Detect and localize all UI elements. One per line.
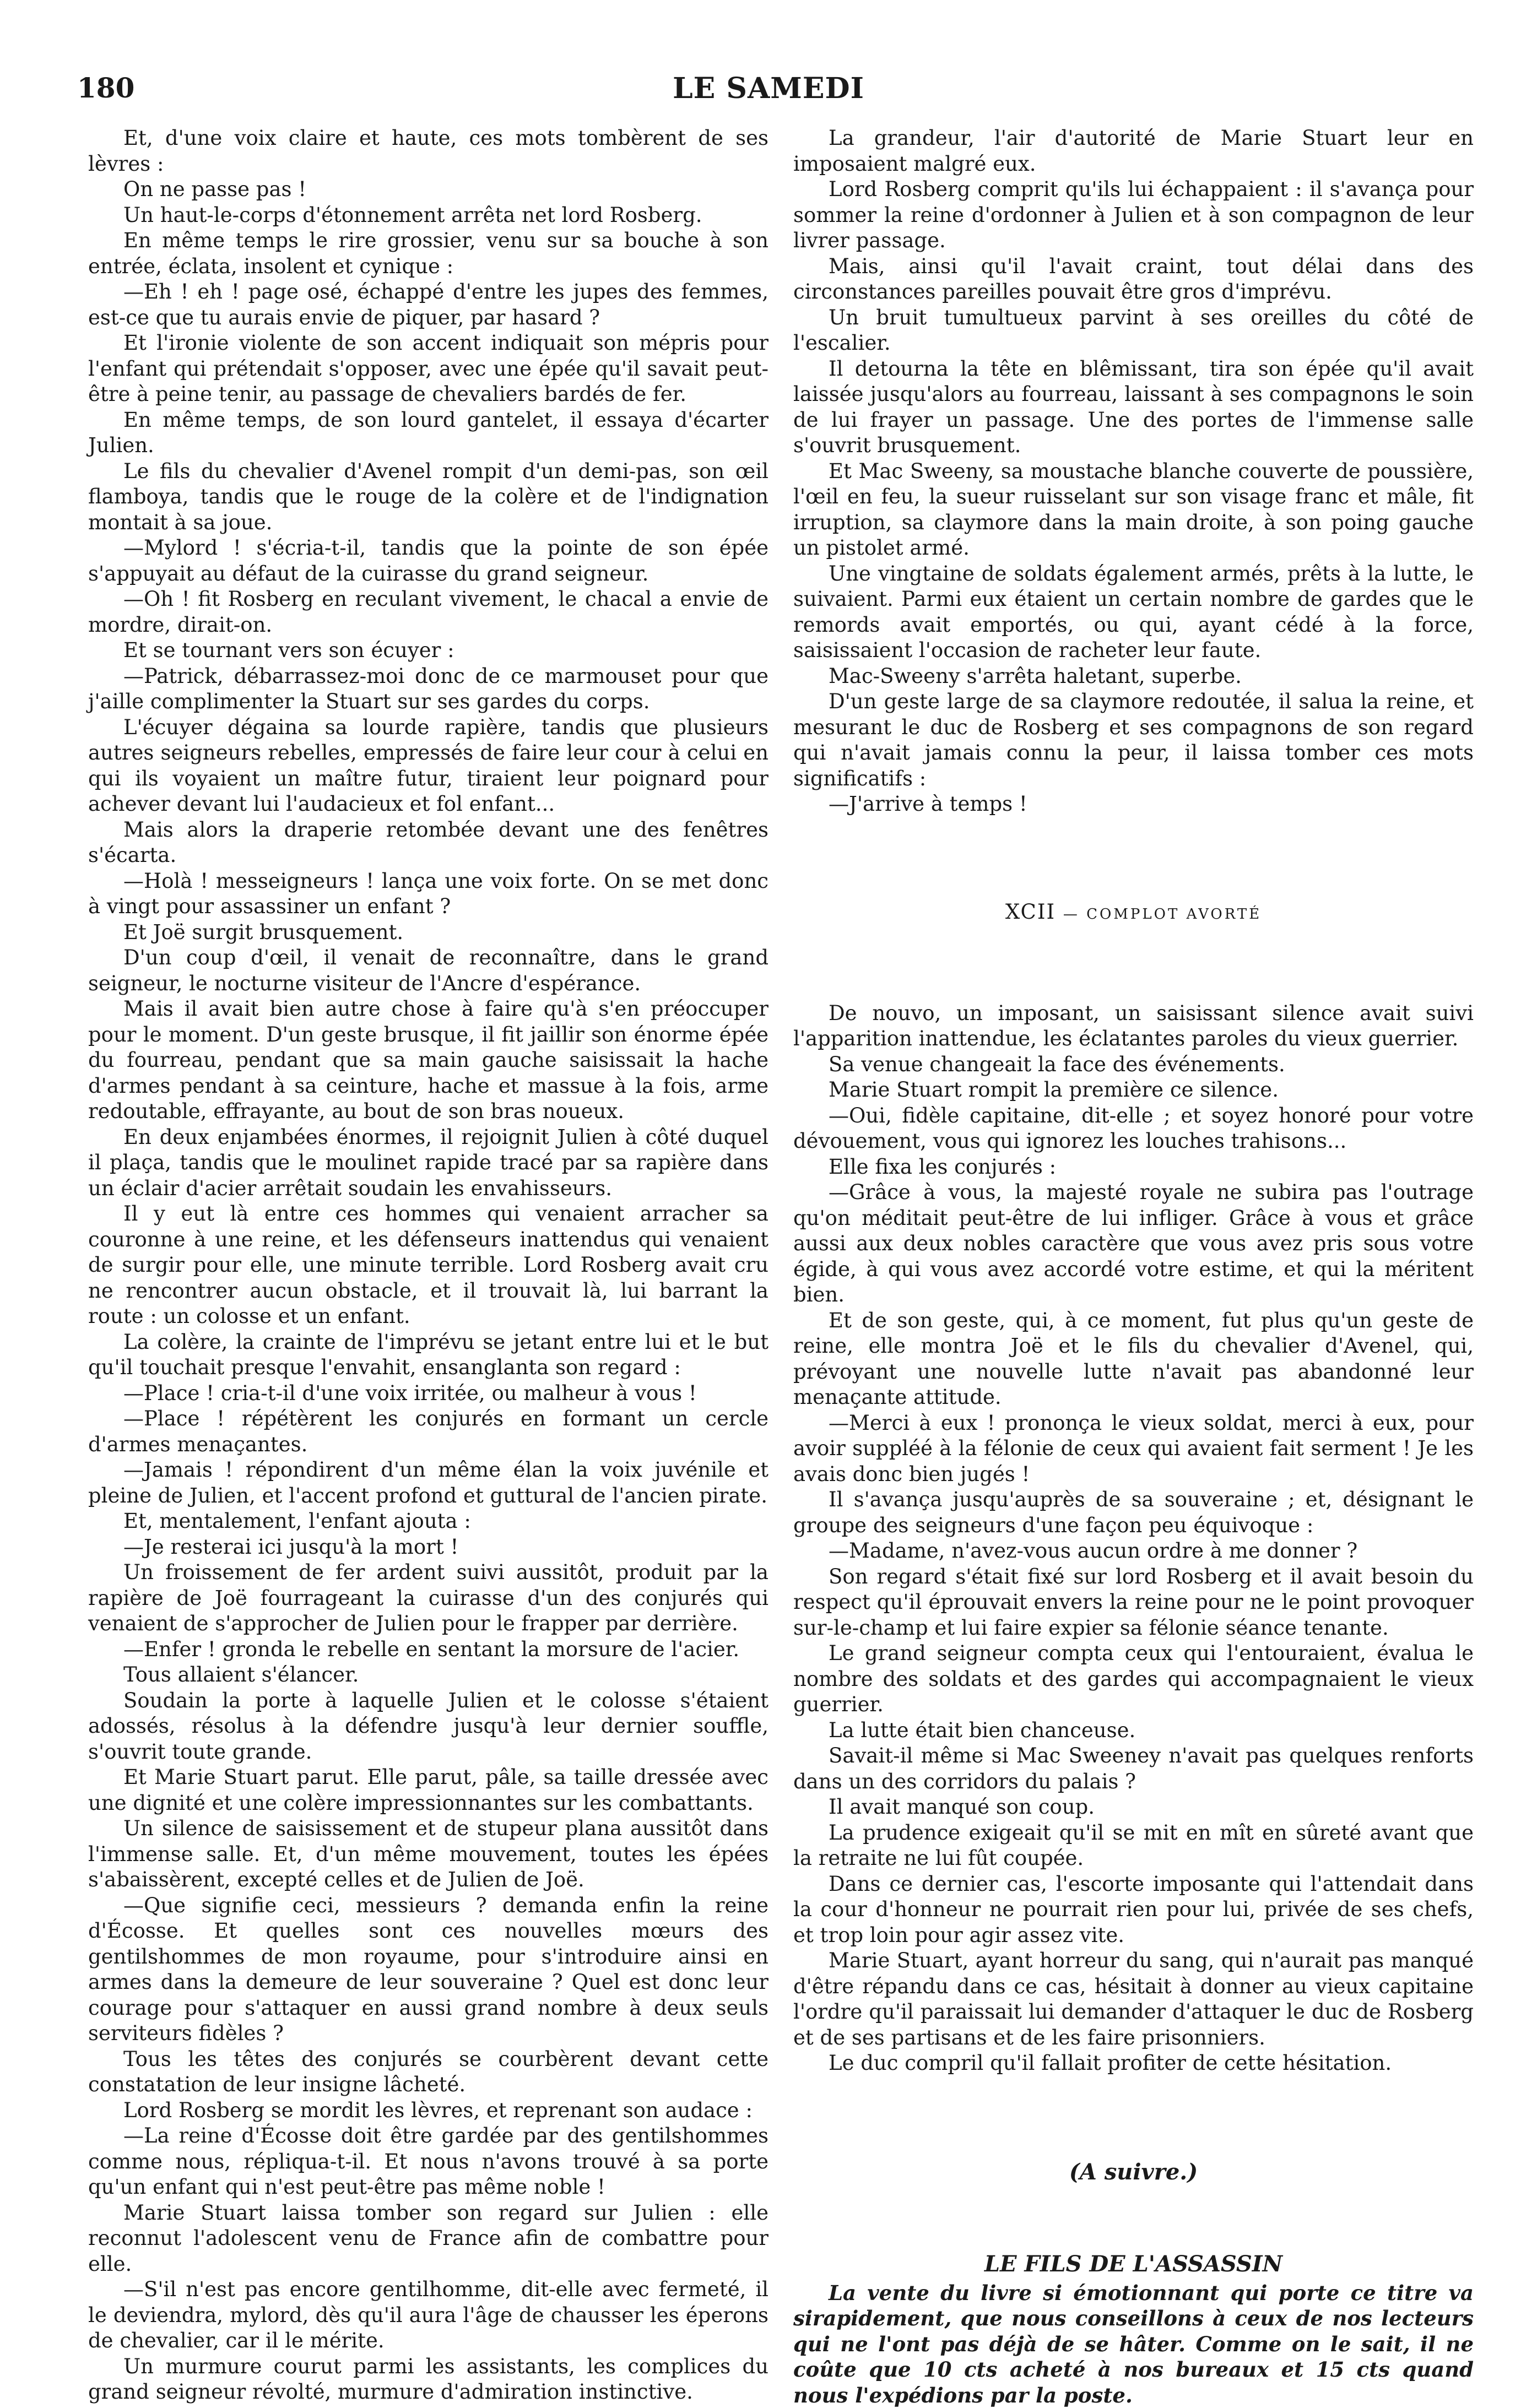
paragraph: Savait-il même si Mac Sweeney n'avait pas quelques renforts dans un des corridors du palais ? — [793, 1743, 1474, 1794]
paragraph: Marie Stuart laissa tomber son regard sur Julien : elle reconnut l'adolescent venu de France afin de combattre pour elle. — [88, 2200, 768, 2277]
paragraph: —Holà ! messeigneurs ! lança une voix forte. On se met donc à vingt pour assassiner un enfant ? — [88, 869, 768, 920]
journal-title: LE SAMEDI — [0, 72, 1537, 105]
paragraph: Un bruit tumultueux parvint à ses oreilles du côté de l'escalier. — [793, 305, 1474, 356]
paragraph: Dans ce dernier cas, l'escorte imposante qui l'attendait dans la cour d'honneur ne pourrait rien pour lui, privée de ses chefs, et trop loin pour agir assez vite. — [793, 1872, 1474, 1949]
paragraph: Mac-Sweeny s'arrêta haletant, superbe. — [793, 664, 1474, 690]
paragraph: Et Marie Stuart parut. Elle parut, pâle, sa taille dressée avec une dignité et une colère impressionnantes sur les combattants. — [88, 1765, 768, 1816]
right-column — [793, 126, 1474, 2263]
paragraph: Le fils du chevalier d'Avenel rompit d'un demi-pas, son œil flamboya, tandis que le rouge de la colère et de l'indignation montait à sa joue. — [88, 459, 768, 536]
paragraph: On ne passe pas ! — [88, 177, 768, 203]
paragraph: Il y eut là entre ces hommes qui venaient arracher sa couronne à une reine, et les défenseurs inattendus qui venaient de surgir pour elle, une minute terrible. Lord Rosberg avait cru ne rencontrer aucun obstacle, et il trouvait là, lui barrant la route : un colosse et un enfant. — [88, 1201, 768, 1330]
paragraph: Un froissement de fer ardent suivi aussitôt, produit par la rapière de Joë fourrageant la cuirasse d'un des conjurés qui venaient de s'approcher de Julien pour le frapper par derrière. — [88, 1560, 768, 1637]
paragraph: Marie Stuart rompit la première ce silence. — [793, 1077, 1474, 1103]
left-column — [88, 126, 768, 2263]
paragraph: La prudence exigeait qu'il se mit en mît en sûreté avant que la retraite ne lui fût coupée. — [793, 1820, 1474, 1872]
paragraph: —Grâce à vous, la majesté royale ne subira pas l'outrage qu'on méditait peut-être de lui infliger. Grâce à vous et grâce aussi aux deux nobles caractère que vous avez pris sous votre égide, à qui vous avez accordé votre estime, et qui la méritent bien. — [793, 1180, 1474, 1308]
to-be-continued: (A suivre.) — [793, 2159, 1474, 2185]
paragraph: —Mylord ! s'écria-t-il, tandis que la pointe de son épée s'appuyait au défaut de la cuirasse du grand seigneur. — [88, 535, 768, 587]
paragraph: Soudain la porte à laquelle Julien et le colosse s'étaient adossés, résolus à la défendre jusqu'à leur dernier souffle, s'ouvrit toute grande. — [88, 1688, 768, 1765]
paragraph: —Merci à eux ! prononça le vieux soldat, merci à eux, pour avoir suppléé à la félonie de ceux qui avaient fait serment ! Je les avais donc bien jugés ! — [793, 1411, 1474, 1488]
paragraph: Il detourna la tête en blêmissant, tira son épée qu'il avait laissée jusqu'alors au fourreau, laissant à ses compagnons le soin de lui frayer un passage. Une des portes de l'immense salle s'ouvrit brusquement. — [793, 356, 1474, 459]
paragraph: —La reine d'Écosse doit être gardée par des gentilshommes comme nous, répliqua-t-il. Et nous n'avons trouvé à sa porte qu'un enfant qui n'est peut-être pas même noble ! — [88, 2123, 768, 2200]
paragraph: Il s'avança jusqu'auprès de sa souveraine ; et, désignant le groupe des seigneurs d'une façon peu équivoque : — [793, 1487, 1474, 1538]
paragraph: Et se tournant vers son écuyer : — [88, 638, 768, 664]
paragraph: Elle fixa les conjurés : — [793, 1154, 1474, 1180]
paragraph: De nouvo, un imposant, un saisissant silence avait suivi l'apparition inattendue, les éclatantes paroles du vieux guerrier. — [793, 1001, 1474, 1052]
right-column-bottom — [793, 1001, 1474, 2076]
paragraph: La colère, la crainte de l'imprévu se jetant entre lui et le but qu'il touchait presque l'envahit, ensanglanta son regard : — [88, 1330, 768, 1381]
advert-text: La vente du livre si émotionnant qui porte ce titre va sirapidement, que nous conseillons à ceux de nos lecteurs qui ne l'ont pas déjà de se hâter. Comme on le sait, il ne coûte que 10 cts acheté à nos bureaux et 15 cts quand nous l'expédions par la poste. — [793, 2280, 1474, 2408]
advert-title: LE FILS DE L'ASSASSIN — [793, 2251, 1474, 2277]
paragraph: —Que signifie ceci, messieurs ? demanda enfin la reine d'Écosse. Et quelles sont ces nouvelles mœurs des gentilshommes de mon royaume, pour s'introduire ainsi en armes dans la demeure de leur souveraine ? Quel est donc leur courage pour s'attaquer en aussi grand nombre à deux seuls serviteurs fidèles ? — [88, 1893, 768, 2047]
paragraph: Et l'ironie violente de son accent indiquait son mépris pour l'enfant qui prétendait s'opposer, avec une épée qu'il savait peut-être à peine tenir, au passage de chevaliers bardés de fer. — [88, 330, 768, 408]
paragraph: —Patrick, débarrassez-moi donc de ce marmouset pour que j'aille complimenter la Stuart sur ses gardes du corps. — [88, 664, 768, 715]
paragraph: Mais, ainsi qu'il l'avait craint, tout délai dans des circonstances pareilles pouvait être gros d'imprévu. — [793, 254, 1474, 305]
paragraph: —Madame, n'avez-vous aucun ordre à me donner ? — [793, 1538, 1474, 1564]
paragraph: Tous allaient s'élancer. — [88, 1662, 768, 1688]
paragraph: —J'arrive à temps ! — [793, 791, 1474, 817]
paragraph: —Oh ! fit Rosberg en reculant vivement, le chacal a envie de mordre, dirait-on. — [88, 587, 768, 638]
paragraph: En même temps, de son lourd gantelet, il essaya d'écarter Julien. — [88, 408, 768, 459]
paragraph: —Je resterai ici jusqu'à la mort ! — [88, 1534, 768, 1560]
paragraph: Il avait manqué son coup. — [793, 1794, 1474, 1820]
paragraph: —Place ! cria-t-il d'une voix irritée, ou malheur à vous ! — [88, 1381, 768, 1407]
paragraph: Tous les têtes des conjurés se courbèrent devant cette constatation de leur insigne lâcheté. — [88, 2047, 768, 2098]
paragraph: —S'il n'est pas encore gentilhomme, dit-elle avec fermeté, il le deviendra, mylord, dès qu'il aura l'âge de chausser les éperons de chevalier, car il le mérite. — [88, 2277, 768, 2354]
chapter-heading — [793, 900, 1474, 924]
paragraph: —Eh ! eh ! page osé, échappé d'entre les jupes des femmes, est-ce que tu aurais envie de piquer, par hasard ? — [88, 279, 768, 330]
paragraph: Marie Stuart, ayant horreur du sang, qui n'aurait pas manqué d'être répandu dans ce cas, hésitait à donner au vieux capitaine l'ordre qu'il paraissait lui demander d'attaquer le duc de Rosberg et de ses partisans et de les faire prisonniers. — [793, 1948, 1474, 2051]
chapter-number: XCII — [1005, 900, 1056, 924]
paragraph: Et, mentalement, l'enfant ajouta : — [88, 1509, 768, 1534]
paragraph: Mais alors la draperie retombée devant une des fenêtres s'écarta. — [88, 817, 768, 869]
paragraph: Le duc compril qu'il fallait profiter de cette hésitation. — [793, 2051, 1474, 2076]
paragraph: La grandeur, l'air d'autorité de Marie Stuart leur en imposaient malgré eux. — [793, 126, 1474, 177]
paragraph: Lord Rosberg comprit qu'ils lui échappaient : il s'avança pour sommer la reine d'ordonner à Julien et à son compagnon de leur livrer passage. — [793, 177, 1474, 254]
paragraph: Le grand seigneur compta ceux qui l'entouraient, évalua le nombre des soldats et des gardes qui accompagnaient le vieux guerrier. — [793, 1641, 1474, 1718]
paragraph: D'un coup d'œil, il venait de reconnaître, dans le grand seigneur, le nocturne visiteur de l'Ancre d'espérance. — [88, 945, 768, 996]
paragraph: Et de son geste, qui, à ce moment, fut plus qu'un geste de reine, elle montra Joë et le fils du chevalier d'Avenel, qui, prévoyant une nouvelle lutte n'avait pas abandonné leur menaçante attitude. — [793, 1308, 1474, 1411]
paragraph: —Place ! répétèrent les conjurés en formant un cercle d'armes menaçantes. — [88, 1406, 768, 1457]
paragraph: Lord Rosberg se mordit les lèvres, et reprenant son audace : — [88, 2098, 768, 2124]
paragraph: Mais il avait bien autre chose à faire qu'à s'en préoccuper pour le moment. D'un geste brusque, il fit jaillir son énorme épée du fourreau, pendant que sa main gauche saisissait la hache d'armes pendant à sa ceinture, hache et massue à la fois, arme redoutable, effrayante, au bout de son bras noueux. — [88, 996, 768, 1125]
paragraph: —Enfer ! gronda le rebelle en sentant la morsure de l'acier. — [88, 1637, 768, 1663]
paragraph: —Oui, fidèle capitaine, dit-elle ; et soyez honoré pour votre dévouement, vous qui ignorez les louches trahisons... — [793, 1103, 1474, 1154]
chapter-title: — COMPLOT AVORTÉ — [1063, 906, 1262, 923]
paragraph: —Jamais ! répondirent d'un même élan la voix juvénile et pleine de Julien, et l'accent profond et guttural de l'ancien pirate. — [88, 1457, 768, 1509]
paragraph: Une vingtaine de soldats également armés, prêts à la lutte, le suivaient. Parmi eux étaient un certain nombre de gardes que le remords avait emportés, ou qui, ayant cédé à la force, saisissaient l'occasion de racheter leur faute. — [793, 561, 1474, 664]
paragraph: Et Mac Sweeny, sa moustache blanche couverte de poussière, l'œil en feu, la sueur ruisselant sur son visage franc et mâle, fit irruption, sa claymore dans la main droite, à son poing gauche un pistolet armé. — [793, 459, 1474, 561]
paragraph: L'écuyer dégaina sa lourde rapière, tandis que plusieurs autres seigneurs rebelles, empressés de faire leur cour à celui en qui ils voyaient un maître futur, tiraient leur poignard pour achever devant lui l'audacieux et fol enfant... — [88, 715, 768, 817]
paragraph: La lutte était bien chanceuse. — [793, 1718, 1474, 1744]
paragraph: Un haut-le-corps d'étonnement arrêta net lord Rosberg. — [88, 203, 768, 229]
paragraph: Un silence de saisissement et de stupeur plana aussitôt dans l'immense salle. Et, d'un même mouvement, toutes les épées s'abaissèrent, excepté celles et de Julien de Joë. — [88, 1816, 768, 1893]
page-number: 180 — [77, 72, 134, 104]
right-column-top — [793, 126, 1474, 817]
paragraph: En deux enjambées énormes, il rejoignit Julien à côté duquel il plaça, tandis que le moulinet rapide tracé par sa rapière dans un éclair d'acier arrêtait soudain les envahisseurs. — [88, 1125, 768, 1202]
paragraph: Et Joë surgit brusquement. — [88, 920, 768, 946]
paragraph: D'un geste large de sa claymore redoutée, il salua la reine, et mesurant le duc de Rosberg et ses compagnons de son regard qui n'avait jamais connu la peur, il laissa tomber ces mots significatifs : — [793, 689, 1474, 791]
paragraph: Sa venue changeait la face des événements. — [793, 1052, 1474, 1078]
paragraph: Un murmure courut parmi les assistants, les complices du grand seigneur révolté, murmure d'admiration instinctive. — [88, 2354, 768, 2405]
paragraph: Et, d'une voix claire et haute, ces mots tombèrent de ses lèvres : — [88, 126, 768, 177]
paragraph: Son regard s'était fixé sur lord Rosberg et il avait besoin du respect qu'il éprouvait envers la reine pour ne le point provoquer sur-le-champ et lui faire expier sa félonie séance tenante. — [793, 1564, 1474, 1641]
paragraph: En même temps le rire grossier, venu sur sa bouche à son entrée, éclata, insolent et cynique : — [88, 228, 768, 279]
